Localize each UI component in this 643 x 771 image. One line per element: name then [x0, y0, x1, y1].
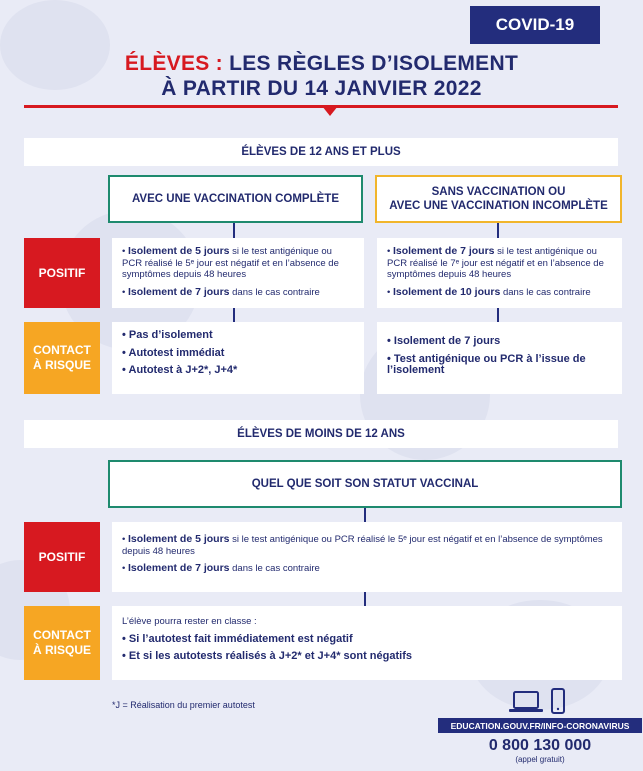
title-divider [24, 105, 618, 108]
card-contact-unvaccinated [377, 322, 622, 394]
card-contact-under12 [112, 606, 622, 680]
bullet: • Isolement de 5 jours si le test antigénique ou PCR réalisé le 5ᵉ jour est négatif et en l’absence de symptômes depuis 48 heures [122, 533, 603, 557]
bullet-bold: Isolement de 5 jours [127, 533, 230, 545]
section-band-under-12: ÉLÈVES DE MOINS DE 12 ANS [24, 420, 618, 448]
header-vaccinated: AVEC UNE VACCINATION COMPLÈTE [108, 175, 363, 223]
bullet: • Isolement de 7 jours dans le cas contraire [122, 285, 320, 298]
bullet: • Autotest immédiat [122, 346, 225, 359]
bullet-bold: Isolement de 10 jours [392, 285, 501, 298]
bullet-text: si le test antigénique ou PCR réalisé le 7ᵉ jour est négatif et en l’absence de symptômes depuis 48 heures [387, 246, 604, 280]
bullet: • Pas d’isolement [122, 329, 213, 341]
bullet: • Et si les autotests réalisés à J+2* et J+4* sont négatifs [122, 650, 412, 662]
info-url-link[interactable]: EDUCATION.GOUV.FR/INFO-CORONAVIRUS [438, 718, 642, 733]
bullet: • Isolement de 7 jours dans le cas contraire [122, 562, 320, 574]
card-positif-under12 [112, 522, 622, 592]
bullet: • Isolement de 7 jours [387, 335, 501, 347]
covid-badge: COVID-19 [470, 6, 600, 44]
tag-line1: CONTACT [33, 628, 91, 642]
bullet: • Isolement de 10 jours dans le cas contraire [387, 285, 591, 298]
tag-line1: CONTACT [33, 343, 91, 357]
bullet-bold: Isolement de 7 jours [392, 245, 495, 257]
bullet-text: dans le cas contraire [229, 563, 320, 574]
bullet-text: dans le cas contraire [500, 286, 591, 298]
connector-line [497, 308, 499, 322]
section-band-12-plus: ÉLÈVES DE 12 ANS ET PLUS [24, 138, 618, 166]
phone-number: 0 800 130 000 [488, 737, 592, 754]
bullet: • Si l’autotest fait immédiatement est négatif [122, 632, 353, 645]
bullet: • Autotest à J+2*, J+4* [122, 364, 238, 376]
tag-contact-under12 [24, 606, 100, 680]
laptop-icon [508, 690, 544, 714]
bullet: • Test antigénique ou PCR à l’issue de l’isolement [387, 352, 586, 376]
footnote: *J = Réalisation du premier autotest [112, 700, 255, 710]
tag-line2: À RISQUE [32, 643, 91, 657]
header-unvaccinated [375, 175, 622, 223]
header-unvaccinated-line2: AVEC UNE VACCINATION INCOMPLÈTE [389, 200, 608, 212]
tag-contact-12plus [24, 322, 100, 394]
card-positif-unvaccinated [377, 238, 622, 308]
contact-intro: L’élève pourra rester en classe : [122, 616, 257, 627]
tag-line2: À RISQUE [32, 358, 91, 372]
connector-line [233, 308, 235, 322]
bullet-bold: Isolement de 5 jours [127, 245, 230, 257]
divider-arrow [322, 106, 338, 116]
page-title-line2: À PARTIR DU 14 JANVIER 2022 [161, 77, 482, 100]
connector-line [497, 223, 499, 238]
tag-positif-12plus: POSITIF [24, 238, 100, 308]
bullet-text: si le test antigénique ou PCR réalisé le 5ᵉ jour est négatif et en l’absence de symptômes depuis 48 heures [122, 246, 339, 280]
bullet-text: si le test antigénique ou PCR réalisé le 5ᵉ jour est négatif et en l’absence de symptômes depuis 48 heures [122, 534, 603, 557]
smartphone-icon [550, 688, 566, 714]
bullet-text: dans le cas contraire [229, 286, 320, 298]
page-title-line1 [0, 52, 643, 76]
tag-positif-under12: POSITIF [24, 522, 100, 592]
connector-line [364, 592, 366, 606]
header-unvaccinated-line1: SANS VACCINATION OU [431, 186, 566, 198]
header-any-status: QUEL QUE SOIT SON STATUT VACCINAL [108, 460, 622, 508]
bullet-bold: Isolement de 7 jours [127, 562, 230, 574]
title-rest: LES RÈGLES D’ISOLEMENT [222, 52, 519, 75]
connector-line [233, 223, 235, 238]
title-red-part: ÉLÈVES : [124, 52, 223, 75]
card-positif-vaccinated [112, 238, 364, 308]
bullet-bold: Isolement de 7 jours [127, 285, 230, 298]
bullet: • Isolement de 7 jours si le test antigénique ou PCR réalisé le 7ᵉ jour est négatif et en l’absence de symptômes depuis 48 heures [387, 245, 604, 280]
connector-line [364, 508, 366, 522]
phone-note: (appel gratuit) [515, 755, 565, 764]
bullet: • Isolement de 5 jours si le test antigénique ou PCR réalisé le 5ᵉ jour est négatif et en l’absence de symptômes depuis 48 heures [122, 245, 339, 280]
card-contact-vaccinated [112, 322, 364, 394]
